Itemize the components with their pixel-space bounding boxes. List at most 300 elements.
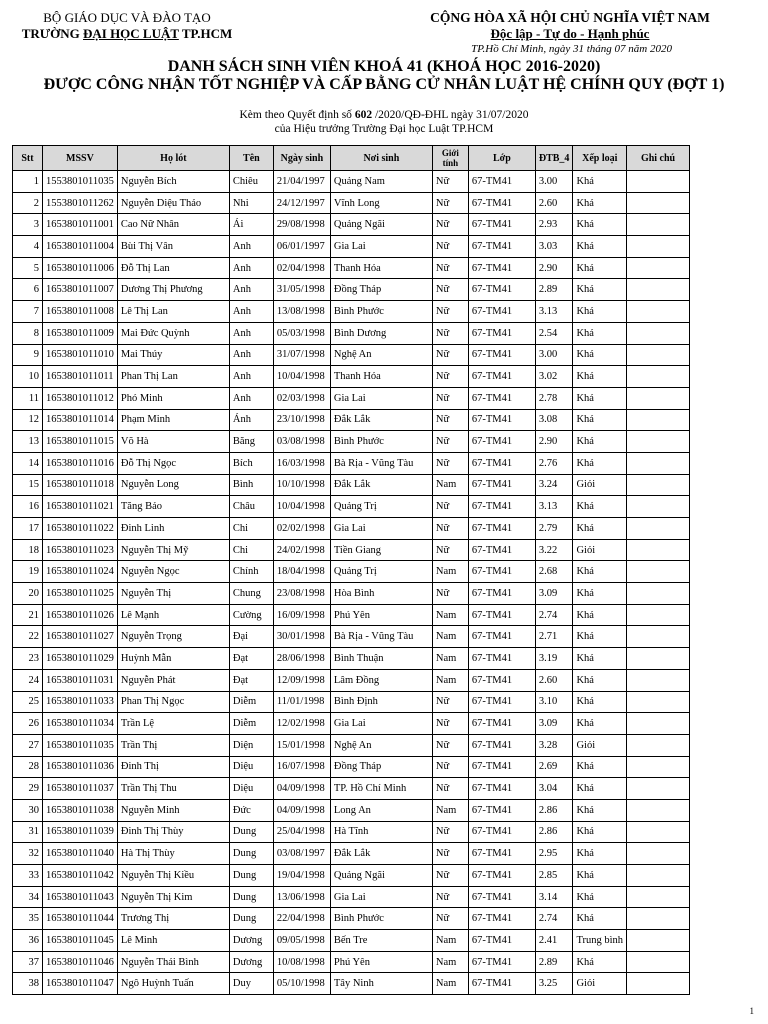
cell-lop: 67-TM41: [468, 279, 535, 301]
cell-lop: 67-TM41: [468, 626, 535, 648]
cell-ngay-sinh: 25/04/1998: [273, 821, 330, 843]
cell-gioi-tinh: Nữ: [432, 452, 468, 474]
cell-xep-loai: Khá: [573, 604, 627, 626]
cell-noi-sinh: Vĩnh Long: [330, 192, 432, 214]
cell-dtb4: 2.78: [535, 387, 573, 409]
cell-stt: 30: [13, 799, 43, 821]
cell-lop: 67-TM41: [468, 171, 535, 193]
cell-ten: Ái: [229, 214, 273, 236]
cell-stt: 19: [13, 561, 43, 583]
cell-noi-sinh: Tiền Giang: [330, 539, 432, 561]
cell-ten: Ánh: [229, 409, 273, 431]
cell-stt: 5: [13, 257, 43, 279]
cell-mssv: 1653801011015: [43, 431, 118, 453]
document-title-line2: ĐƯỢC CÔNG NHẬN TỐT NGHIỆP VÀ CẤP BẰNG CỬ NHÂN LUẬT HỆ CHÍNH QUY (ĐỢT 1): [43, 76, 725, 93]
place-date: TP.Hồ Chí Minh, ngày 31 tháng 07 năm 2020: [471, 43, 672, 55]
cell-ten: Dung: [229, 908, 273, 930]
cell-ghi-chu: [627, 344, 690, 366]
cell-ho-lot: Trần Thị Thu: [117, 778, 229, 800]
cell-stt: 11: [13, 387, 43, 409]
cell-noi-sinh: Đồng Tháp: [330, 756, 432, 778]
cell-noi-sinh: Bình Phước: [330, 301, 432, 323]
cell-dtb4: 3.25: [535, 973, 573, 995]
cell-dtb4: 3.13: [535, 496, 573, 518]
cell-ten: Anh: [229, 279, 273, 301]
cell-gioi-tinh: Nữ: [432, 583, 468, 605]
cell-mssv: 1653801011040: [43, 843, 118, 865]
cell-gioi-tinh: Nữ: [432, 257, 468, 279]
cell-ten: Dương: [229, 951, 273, 973]
table-row: [13, 257, 690, 279]
cell-stt: 8: [13, 322, 43, 344]
cell-ngay-sinh: 13/06/1998: [273, 886, 330, 908]
table-row: [13, 799, 690, 821]
cell-noi-sinh: Bà Rịa - Vũng Tàu: [330, 452, 432, 474]
column-header-ho-lot: Họ lót: [117, 146, 229, 171]
cell-xep-loai: Khá: [573, 843, 627, 865]
cell-noi-sinh: Quảng Ngãi: [330, 214, 432, 236]
cell-ten: Châu: [229, 496, 273, 518]
cell-stt: 2: [13, 192, 43, 214]
cell-ho-lot: Nguyễn Trọng: [117, 626, 229, 648]
cell-mssv: 1653801011021: [43, 496, 118, 518]
cell-ten: Đại: [229, 626, 273, 648]
table-row: [13, 322, 690, 344]
cell-gioi-tinh: Nam: [432, 626, 468, 648]
cell-lop: 67-TM41: [468, 908, 535, 930]
cell-noi-sinh: Bình Định: [330, 691, 432, 713]
cell-stt: 15: [13, 474, 43, 496]
cell-ten: Anh: [229, 387, 273, 409]
table-row: [13, 821, 690, 843]
cell-noi-sinh: Quảng Trị: [330, 561, 432, 583]
cell-gioi-tinh: Nữ: [432, 908, 468, 930]
cell-ngay-sinh: 10/10/1998: [273, 474, 330, 496]
cell-gioi-tinh: Nữ: [432, 691, 468, 713]
cell-ngay-sinh: 12/02/1998: [273, 713, 330, 735]
cell-ngay-sinh: 06/01/1997: [273, 236, 330, 258]
cell-ho-lot: Lê Mạnh: [117, 604, 229, 626]
cell-ghi-chu: [627, 626, 690, 648]
cell-ngay-sinh: 09/05/1998: [273, 930, 330, 952]
cell-xep-loai: Khá: [573, 192, 627, 214]
cell-gioi-tinh: Nam: [432, 561, 468, 583]
cell-ho-lot: Bùi Thị Vân: [117, 236, 229, 258]
cell-dtb4: 2.86: [535, 799, 573, 821]
column-header-stt: Stt: [13, 146, 43, 171]
cell-ngay-sinh: 02/04/1998: [273, 257, 330, 279]
decision-suffix: /2020/QĐ-ĐHL ngày 31/07/2020: [372, 109, 529, 121]
cell-stt: 7: [13, 301, 43, 323]
cell-ho-lot: Tăng Bảo: [117, 496, 229, 518]
cell-dtb4: 3.08: [535, 409, 573, 431]
cell-dtb4: 3.28: [535, 734, 573, 756]
cell-gioi-tinh: Nam: [432, 799, 468, 821]
cell-ghi-chu: [627, 669, 690, 691]
table-row: [13, 192, 690, 214]
cell-noi-sinh: Lâm Đồng: [330, 669, 432, 691]
cell-xep-loai: Khá: [573, 908, 627, 930]
cell-xep-loai: Khá: [573, 214, 627, 236]
cell-lop: 67-TM41: [468, 886, 535, 908]
cell-lop: 67-TM41: [468, 192, 535, 214]
table-row: [13, 236, 690, 258]
cell-ngay-sinh: 16/07/1998: [273, 756, 330, 778]
column-header-dtb4: ĐTB_4: [535, 146, 573, 171]
cell-mssv: 1653801011001: [43, 214, 118, 236]
cell-ten: Anh: [229, 257, 273, 279]
cell-mssv: 1653801011008: [43, 301, 118, 323]
cell-stt: 16: [13, 496, 43, 518]
cell-stt: 17: [13, 518, 43, 540]
cell-noi-sinh: Đắk Lắk: [330, 409, 432, 431]
cell-ten: Anh: [229, 366, 273, 388]
cell-xep-loai: Khá: [573, 691, 627, 713]
table-row: [13, 452, 690, 474]
cell-ghi-chu: [627, 431, 690, 453]
table-row: [13, 648, 690, 670]
cell-ngay-sinh: 21/04/1997: [273, 171, 330, 193]
cell-stt: 37: [13, 951, 43, 973]
cell-ghi-chu: [627, 192, 690, 214]
table-row: [13, 865, 690, 887]
cell-gioi-tinh: Nữ: [432, 387, 468, 409]
cell-ngay-sinh: 13/08/1998: [273, 301, 330, 323]
cell-noi-sinh: Gia Lai: [330, 236, 432, 258]
cell-mssv: 1653801011039: [43, 821, 118, 843]
cell-mssv: 1653801011004: [43, 236, 118, 258]
decision-prefix: Kèm theo Quyết định số: [239, 109, 355, 121]
cell-ghi-chu: [627, 322, 690, 344]
cell-ten: Dung: [229, 886, 273, 908]
cell-ngay-sinh: 04/09/1998: [273, 799, 330, 821]
cell-stt: 6: [13, 279, 43, 301]
cell-ghi-chu: [627, 973, 690, 995]
cell-gioi-tinh: Nữ: [432, 843, 468, 865]
cell-dtb4: 3.09: [535, 583, 573, 605]
cell-xep-loai: Khá: [573, 496, 627, 518]
cell-ghi-chu: [627, 604, 690, 626]
column-header-ngay-sinh: Ngày sinh: [273, 146, 330, 171]
cell-lop: 67-TM41: [468, 734, 535, 756]
cell-dtb4: 2.93: [535, 214, 573, 236]
cell-xep-loai: Giỏi: [573, 734, 627, 756]
cell-dtb4: 3.13: [535, 301, 573, 323]
cell-ten: Diệu: [229, 756, 273, 778]
cell-ngay-sinh: 19/04/1998: [273, 865, 330, 887]
cell-lop: 67-TM41: [468, 236, 535, 258]
cell-stt: 32: [13, 843, 43, 865]
cell-gioi-tinh: Nữ: [432, 322, 468, 344]
cell-xep-loai: Khá: [573, 387, 627, 409]
cell-ghi-chu: [627, 583, 690, 605]
cell-mssv: 1653801011006: [43, 257, 118, 279]
cell-ngay-sinh: 02/03/1998: [273, 387, 330, 409]
decision-number: 602: [354, 109, 373, 121]
cell-xep-loai: Khá: [573, 452, 627, 474]
cell-ten: Anh: [229, 344, 273, 366]
cell-stt: 26: [13, 713, 43, 735]
cell-gioi-tinh: Nữ: [432, 713, 468, 735]
cell-gioi-tinh: Nữ: [432, 734, 468, 756]
cell-gioi-tinh: Nữ: [432, 409, 468, 431]
cell-noi-sinh: Bình Phước: [330, 908, 432, 930]
cell-noi-sinh: Quảng Nam: [330, 171, 432, 193]
cell-ngay-sinh: 31/05/1998: [273, 279, 330, 301]
cell-ngay-sinh: 31/07/1998: [273, 344, 330, 366]
cell-xep-loai: Khá: [573, 257, 627, 279]
cell-ho-lot: Nguyễn Thị Mỹ: [117, 539, 229, 561]
cell-ten: Dương: [229, 930, 273, 952]
cell-gioi-tinh: Nữ: [432, 431, 468, 453]
cell-ngay-sinh: 10/08/1998: [273, 951, 330, 973]
cell-ten: Dung: [229, 865, 273, 887]
cell-gioi-tinh: Nam: [432, 604, 468, 626]
cell-mssv: 1653801011025: [43, 583, 118, 605]
table-row: [13, 496, 690, 518]
cell-noi-sinh: Phú Yên: [330, 951, 432, 973]
cell-mssv: 1553801011262: [43, 192, 118, 214]
cell-ho-lot: Nguyễn Ngọc: [117, 561, 229, 583]
table-row: [13, 279, 690, 301]
cell-mssv: 1653801011007: [43, 279, 118, 301]
cell-ten: Anh: [229, 236, 273, 258]
cell-lop: 67-TM41: [468, 214, 535, 236]
cell-ho-lot: Đinh Thị Thùy: [117, 821, 229, 843]
cell-xep-loai: Khá: [573, 821, 627, 843]
cell-ten: Cường: [229, 604, 273, 626]
ministry-name: BỘ GIÁO DỤC VÀ ĐÀO TẠO: [43, 10, 211, 25]
cell-stt: 25: [13, 691, 43, 713]
cell-noi-sinh: Bà Rịa - Vũng Tàu: [330, 626, 432, 648]
cell-gioi-tinh: Nam: [432, 474, 468, 496]
table-row: [13, 734, 690, 756]
cell-dtb4: 2.60: [535, 192, 573, 214]
republic-name: CỘNG HÒA XÃ HỘI CHỦ NGHĨA VIỆT NAM: [430, 10, 710, 25]
cell-mssv: 1653801011012: [43, 387, 118, 409]
cell-ho-lot: Nguyễn Phát: [117, 669, 229, 691]
cell-dtb4: 2.86: [535, 821, 573, 843]
cell-ngay-sinh: 10/04/1998: [273, 366, 330, 388]
cell-mssv: 1653801011023: [43, 539, 118, 561]
cell-ho-lot: Trương Thị: [117, 908, 229, 930]
cell-ghi-chu: [627, 474, 690, 496]
cell-mssv: 1653801011042: [43, 865, 118, 887]
cell-lop: 67-TM41: [468, 539, 535, 561]
cell-ho-lot: Nguyễn Diệu Thảo: [117, 192, 229, 214]
cell-stt: 31: [13, 821, 43, 843]
cell-xep-loai: Giỏi: [573, 539, 627, 561]
cell-xep-loai: Khá: [573, 648, 627, 670]
cell-ho-lot: Dương Thị Phương: [117, 279, 229, 301]
cell-ngay-sinh: 03/08/1997: [273, 843, 330, 865]
cell-ho-lot: Nguyễn Minh: [117, 799, 229, 821]
cell-dtb4: 3.24: [535, 474, 573, 496]
cell-ghi-chu: [627, 539, 690, 561]
cell-ngay-sinh: 24/12/1997: [273, 192, 330, 214]
cell-lop: 67-TM41: [468, 366, 535, 388]
cell-ghi-chu: [627, 171, 690, 193]
table-row: [13, 778, 690, 800]
cell-ten: Nhi: [229, 192, 273, 214]
cell-ho-lot: Cao Nữ Nhân: [117, 214, 229, 236]
cell-lop: 67-TM41: [468, 843, 535, 865]
cell-stt: 13: [13, 431, 43, 453]
cell-stt: 23: [13, 648, 43, 670]
table-row: [13, 713, 690, 735]
cell-xep-loai: Khá: [573, 171, 627, 193]
cell-mssv: 1653801011036: [43, 756, 118, 778]
cell-ten: Chiêu: [229, 171, 273, 193]
cell-noi-sinh: Bình Thuận: [330, 648, 432, 670]
cell-gioi-tinh: Nữ: [432, 539, 468, 561]
cell-ghi-chu: [627, 496, 690, 518]
table-row: [13, 756, 690, 778]
school-prefix: TRƯỜNG: [21, 26, 83, 41]
cell-xep-loai: Khá: [573, 301, 627, 323]
cell-ho-lot: Đỗ Thị Lan: [117, 257, 229, 279]
table-row: [13, 908, 690, 930]
cell-stt: 29: [13, 778, 43, 800]
cell-ngay-sinh: 04/09/1998: [273, 778, 330, 800]
cell-lop: 67-TM41: [468, 756, 535, 778]
cell-gioi-tinh: Nữ: [432, 821, 468, 843]
cell-ngay-sinh: 23/10/1998: [273, 409, 330, 431]
cell-ghi-chu: [627, 821, 690, 843]
table-row: [13, 539, 690, 561]
cell-stt: 22: [13, 626, 43, 648]
cell-ghi-chu: [627, 799, 690, 821]
table-row: [13, 973, 690, 995]
cell-gioi-tinh: Nữ: [432, 279, 468, 301]
cell-stt: 9: [13, 344, 43, 366]
cell-stt: 14: [13, 452, 43, 474]
cell-gioi-tinh: Nữ: [432, 344, 468, 366]
cell-lop: 67-TM41: [468, 821, 535, 843]
cell-noi-sinh: Đắk Lắk: [330, 843, 432, 865]
cell-stt: 36: [13, 930, 43, 952]
cell-lop: 67-TM41: [468, 409, 535, 431]
cell-ho-lot: Huỳnh Mẫn: [117, 648, 229, 670]
cell-mssv: 1653801011022: [43, 518, 118, 540]
cell-ghi-chu: [627, 886, 690, 908]
cell-noi-sinh: Quảng Ngãi: [330, 865, 432, 887]
cell-ho-lot: Phó Minh: [117, 387, 229, 409]
cell-ngay-sinh: 02/02/1998: [273, 518, 330, 540]
cell-xep-loai: Khá: [573, 865, 627, 887]
cell-xep-loai: Khá: [573, 518, 627, 540]
column-header-ghi-chu: Ghi chú: [627, 146, 690, 171]
cell-ghi-chu: [627, 734, 690, 756]
cell-lop: 67-TM41: [468, 691, 535, 713]
cell-gioi-tinh: Nam: [432, 648, 468, 670]
cell-stt: 35: [13, 908, 43, 930]
table-row: [13, 518, 690, 540]
cell-ho-lot: Đinh Linh: [117, 518, 229, 540]
cell-lop: 67-TM41: [468, 452, 535, 474]
cell-ngay-sinh: 15/01/1998: [273, 734, 330, 756]
cell-ngay-sinh: 05/03/1998: [273, 322, 330, 344]
table-row: [13, 843, 690, 865]
cell-ten: Anh: [229, 322, 273, 344]
cell-stt: 24: [13, 669, 43, 691]
cell-xep-loai: Khá: [573, 799, 627, 821]
cell-lop: 67-TM41: [468, 474, 535, 496]
table-row: [13, 951, 690, 973]
cell-ghi-chu: [627, 257, 690, 279]
cell-noi-sinh: Hà Tĩnh: [330, 821, 432, 843]
cell-xep-loai: Khá: [573, 236, 627, 258]
cell-xep-loai: Giỏi: [573, 474, 627, 496]
cell-ho-lot: Phạm Minh: [117, 409, 229, 431]
cell-dtb4: 2.41: [535, 930, 573, 952]
cell-ho-lot: Nguyễn Thị Kiều: [117, 865, 229, 887]
cell-mssv: 1653801011029: [43, 648, 118, 670]
cell-ho-lot: Đinh Thị: [117, 756, 229, 778]
cell-ho-lot: Trần Thị: [117, 734, 229, 756]
cell-xep-loai: Khá: [573, 778, 627, 800]
cell-gioi-tinh: Nam: [432, 951, 468, 973]
cell-lop: 67-TM41: [468, 496, 535, 518]
cell-dtb4: 2.89: [535, 279, 573, 301]
cell-xep-loai: Khá: [573, 713, 627, 735]
cell-gioi-tinh: Nữ: [432, 236, 468, 258]
cell-mssv: 1553801011035: [43, 171, 118, 193]
cell-lop: 67-TM41: [468, 431, 535, 453]
cell-lop: 67-TM41: [468, 583, 535, 605]
cell-mssv: 1653801011045: [43, 930, 118, 952]
cell-mssv: 1653801011016: [43, 452, 118, 474]
cell-ngay-sinh: 29/08/1998: [273, 214, 330, 236]
table-row: [13, 474, 690, 496]
cell-stt: 1: [13, 171, 43, 193]
cell-lop: 67-TM41: [468, 322, 535, 344]
cell-gioi-tinh: Nữ: [432, 214, 468, 236]
cell-dtb4: 2.90: [535, 257, 573, 279]
cell-lop: 67-TM41: [468, 669, 535, 691]
cell-ho-lot: Nguyễn Thái Bình: [117, 951, 229, 973]
cell-ten: Băng: [229, 431, 273, 453]
table-row: [13, 301, 690, 323]
cell-stt: 33: [13, 865, 43, 887]
cell-ho-lot: Ngô Huỳnh Tuấn: [117, 973, 229, 995]
cell-ghi-chu: [627, 409, 690, 431]
cell-mssv: 1653801011018: [43, 474, 118, 496]
cell-ghi-chu: [627, 930, 690, 952]
cell-xep-loai: Khá: [573, 669, 627, 691]
table-row: [13, 691, 690, 713]
column-header-mssv: MSSV: [43, 146, 118, 171]
national-header: [380, 10, 760, 56]
cell-xep-loai: Khá: [573, 279, 627, 301]
page-number: 1: [749, 1006, 754, 1016]
cell-gioi-tinh: Nữ: [432, 756, 468, 778]
cell-mssv: 1653801011043: [43, 886, 118, 908]
cell-dtb4: 2.60: [535, 669, 573, 691]
cell-ho-lot: Nguyễn Bích: [117, 171, 229, 193]
cell-ghi-chu: [627, 214, 690, 236]
table-row: [13, 214, 690, 236]
cell-xep-loai: Giỏi: [573, 973, 627, 995]
cell-stt: 28: [13, 756, 43, 778]
cell-ghi-chu: [627, 561, 690, 583]
column-header-xep-loai: Xếp loại: [573, 146, 627, 171]
cell-lop: 67-TM41: [468, 973, 535, 995]
cell-stt: 4: [13, 236, 43, 258]
cell-dtb4: 2.85: [535, 865, 573, 887]
cell-dtb4: 3.19: [535, 648, 573, 670]
cell-ghi-chu: [627, 452, 690, 474]
